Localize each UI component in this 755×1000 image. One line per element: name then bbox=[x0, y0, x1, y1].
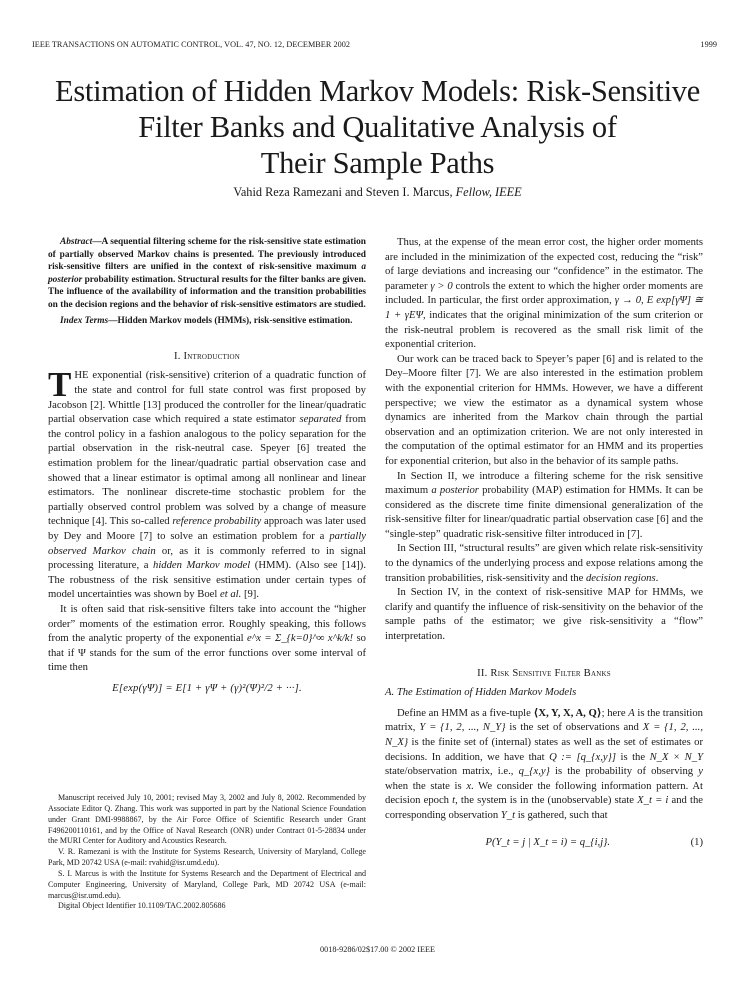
intro-paragraph-2: It is often said that risk-sensitive filters take into account the “higher order” moments of the estimation error. Roughly speaking, this follows from the analytic property of the exponential e^x = Σ_{k=0}^∞ x^k/k! so that if Ψ stands for the sum of the error functions over some interval of time then bbox=[48, 603, 366, 674]
right-paragraph-1: Thus, at the expense of the mean error cost, the higher order moments are included in the minimization of the expected cost, reducing the “risk” of large deviations and increasing our “confidence” in the estimator. The parameter γ > 0 controls the extent to which the higher order moments are included. In particular, the first order approximation, γ → 0, E exp[γΨ] ≅ 1 + γEΨ, indicates that the original minimization of the sum criterion or the risk-neutral problem is recovered as the small risk limit of the exponential criterion. bbox=[385, 237, 703, 351]
footnote-author-2: S. I. Marcus is with the Institute for Systems Research and the Department of Electrical and Computer Engineering, University of Maryland, College Park, MD 20742 USA (e-mail: marcus@isr.umd.edu). bbox=[48, 868, 366, 900]
equation-1-number: (1) bbox=[690, 836, 703, 848]
footnote-author-1: V. R. Ramezani is with the Institute for Systems Research, University of Maryland, College Park, MD 20742 USA (e-mail: rvahid@isr.umd.edu). bbox=[48, 847, 366, 868]
running-head bbox=[32, 40, 717, 49]
copyright-line: 0018-9286/02$17.00 © 2002 IEEE bbox=[320, 945, 435, 954]
equation-exponential-expansion: E[exp(γΨ)] = E[1 + γΨ + (γ)²(Ψ)²/2 + ···]. bbox=[112, 682, 302, 694]
abstract-label: Abstract bbox=[60, 237, 93, 247]
page-number: 1999 bbox=[700, 40, 717, 49]
section-heading-introduction: I. Introduction bbox=[174, 350, 240, 362]
intro-paragraph-1: THE exponential (risk-sensitive) criterion of a quadratic function of the state and control for full state control was first proposed by Jacobson [2]. Whittle [13] produced the controller for the linear/quadratic partial observation case which required a state estimator separated from the control policy in a fashion analogous to the policy separation for the partial observation in the risk-neutral case. Speyer [6] treated the estimation problem for the linear/quadratic partial observation case and showed that a linear estimator is optimal among all nonlinear and linear estimators. The nonlinear discrete-time stochastic problem for the partially observed control problem was solved by a change of measure technique [4]. This so-called reference probability approach was later used by Dey and Moore [7] to solve an estimation problem for a partially observed Markov chain or, as it is commonly referred to in signal processing literature, a hidden Markov model (HMM). (Also see [14]). The robustness of the risk sensitive estimation under certain types of model uncertainties was shown by Boel et al. [9]. bbox=[48, 365, 366, 601]
author-names: Vahid Reza Ramezani and Steven I. Marcus, bbox=[233, 185, 456, 199]
right-paragraph-2: Our work can be traced back to Speyer’s paper [6] and is related to the Dey–Moore filter [7]. We are also interested in the estimation problem with the exponential criterion for HMMs. However, we have a different perspective; we view the estimator as a dynamical system whose dynamics are inherited from the Markov chain through the partial observation and an optimization criterion. We are not only interested in the computation of the optimal estimator for an HMM and its properties for exponential criterion, but also in the behavior of its sample paths. bbox=[385, 353, 703, 467]
equation-1 bbox=[385, 836, 703, 851]
right-column bbox=[385, 236, 703, 850]
left-column bbox=[48, 236, 366, 700]
footnote bbox=[48, 793, 366, 912]
footnote-manuscript: Manuscript received July 10, 2001; revised May 3, 2002 and July 8, 2002. Recommended by Associate Editor Q. Zhang. This work was supported in part by the National Science Foundation under Grant DMI-9988867, by the Air Force Office of Scientific Research under Grant F496200110161, and by the Office of Naval Research (ONR) under Contract 01-5-28834 under the MURI Center for Auditory and Acoustics Research. bbox=[48, 793, 366, 846]
section-heading-filter-banks: II. Risk Sensitive Filter Banks bbox=[477, 667, 611, 679]
right-paragraph-5: In Section IV, in the context of risk-sensitive MAP for HMMs, we clarify and quantify the influence of risk-sensitivity on the behavior of the sample paths of the estimator; we give risk-sensitivity a “flow” interpretation. bbox=[385, 587, 703, 643]
paper-title bbox=[0, 73, 755, 181]
hmm-definition-paragraph: Define an HMM as a five-tuple ⟨X, Y, X, A, Q⟩; here A is the transition matrix, Y = {1, 2, ..., N_Y} is the set of observations and X = {1, 2, ..., N_X} is the finite set of (internal) states as well as the set of estimates or decisions. In addition, we have that Q := [q_{x,y}] is the N_X × N_Y state/observation matrix, i.e., q_{x,y} is the probability of observing y when the state is x. We consider the following information pattern. At decision epoch t, the system is in the (unobservable) state X_t = i and the corresponding observation Y_t is gathered, such that bbox=[385, 707, 704, 821]
index-terms: Index Terms—Hidden Markov models (HMMs), risk-sensitive estimation. bbox=[60, 316, 353, 327]
drop-cap: T bbox=[48, 365, 72, 405]
subsection-heading: A. The Estimation of Hidden Markov Models bbox=[385, 687, 577, 699]
author-line bbox=[0, 185, 755, 200]
equation-1-body: P(Y_t = j | X_t = i) = q_{i,j}. bbox=[485, 836, 611, 848]
title-line-1: Estimation of Hidden Markov Models: Risk-Sensitive bbox=[55, 74, 700, 108]
index-terms-label: Index Terms bbox=[60, 316, 109, 327]
title-line-3: Their Sample Paths bbox=[260, 146, 495, 180]
author-grade: Fellow, IEEE bbox=[455, 185, 522, 199]
title-line-2: Filter Banks and Qualitative Analysis of bbox=[138, 110, 617, 144]
right-paragraph-3: In Section II, we introduce a filtering scheme for the risk sensitive maximum a posterior probability (MAP) estimation for HMMs. It can be considered as the discrete time finite dimensional generalization of the risk-sensitive filter for linear/quadratic partial observation case [6] and the “single-step” quadratic risk-sensitive filter introduced in [7]. bbox=[385, 470, 704, 540]
abstract: Abstract—A sequential filtering scheme for the risk-sensitive state estimation of partially observed Markov chains is presented. The previously introduced risk-sensitive filters are unified in the context of risk-sensitive maximum a posterior probability estimation. Structural results for the filter banks are given. The influence of the availability of information and the transition probabilities on the decision regions and the behavior of risk-sensitive estimators are studied. bbox=[48, 237, 366, 310]
inline-math: e^x = Σ_{k=0}^∞ x^k/k! bbox=[247, 633, 354, 645]
right-paragraph-4: In Section III, “structural results” are given which relate risk-sensitivity to the dynamics of the underlying process and expose relations among the transition probabilities, risk-sensitivity and the decision regions. bbox=[385, 543, 703, 584]
journal-citation: IEEE TRANSACTIONS ON AUTOMATIC CONTROL, VOL. 47, NO. 12, DECEMBER 2002 bbox=[32, 40, 351, 49]
footnote-doi: Digital Object Identifier 10.1109/TAC.2002.805686 bbox=[58, 901, 226, 911]
